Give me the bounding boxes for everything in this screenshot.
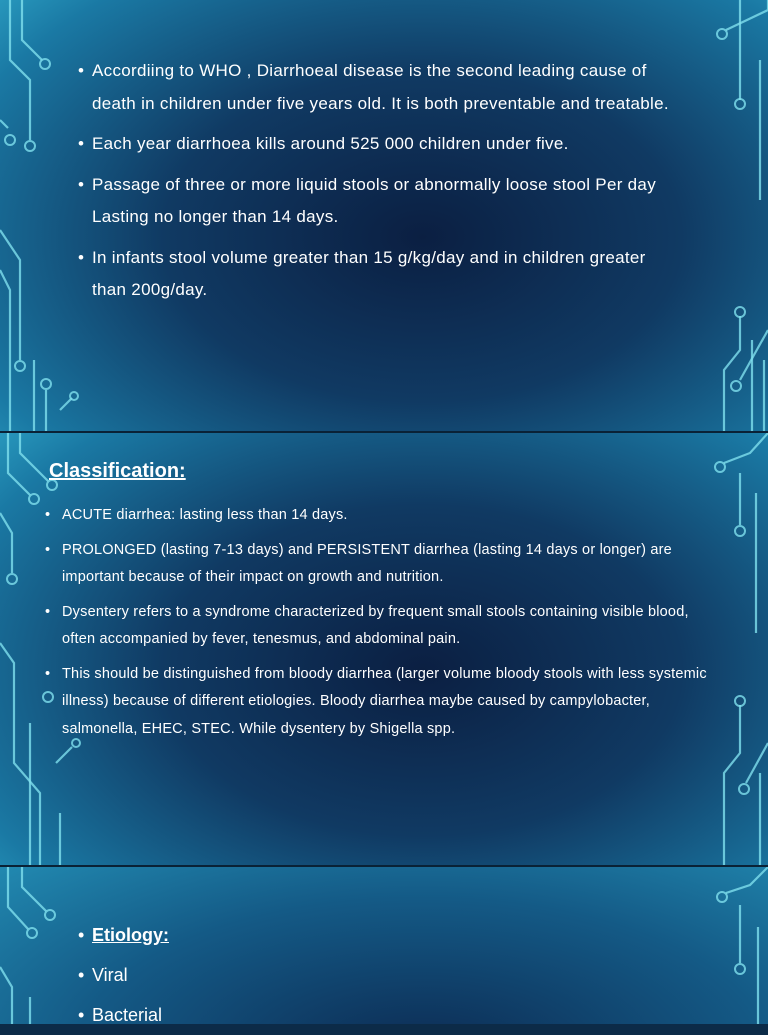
bullet-icon: • xyxy=(78,174,85,194)
bullet-icon: • xyxy=(78,965,85,985)
bullet-icon: • xyxy=(78,1005,85,1025)
bullet-text: Passage of three or more liquid stools or abnormally loose stool Per day Lasting no longer than 14 days. xyxy=(92,174,656,226)
bullet-icon: • xyxy=(45,541,51,558)
prolonged-label: PROLONGED xyxy=(62,541,157,558)
list-item xyxy=(45,599,725,654)
etiology-list xyxy=(78,915,169,1035)
bullet-icon: • xyxy=(45,665,51,682)
list-item xyxy=(45,502,725,530)
list-item xyxy=(78,242,678,307)
bullet-text: In infants stool volume greater than 15 g/kg/day and in children greater than 200g/day. xyxy=(92,247,646,299)
bullet-text: Accordiing to WHO , Diarrhoeal disease is the second leading cause of death in children under five years old. It is both preventable and treatable. xyxy=(92,61,669,113)
list-item xyxy=(78,169,678,234)
list-item xyxy=(78,955,169,995)
list-item xyxy=(45,537,725,592)
bullet-icon: • xyxy=(78,247,85,267)
acute-text: diarrhea: lasting less than 14 days. xyxy=(112,507,348,523)
acute-label: ACUTE xyxy=(62,507,113,523)
persistent-text: diarrhea (lasting 14 days or longer) are important because of their impact on growth and nutrition. xyxy=(62,541,672,585)
bullet-icon: • xyxy=(45,507,51,523)
list-item xyxy=(78,55,678,120)
list-item xyxy=(78,128,678,161)
list-item xyxy=(78,915,169,955)
dysentery-text: Dysentery refers to a syndrome characterized by frequent small stools containing visible blood, often accompanied by fever, tenesmus, and abdominal pain. xyxy=(62,603,689,647)
classification-heading: Classification: xyxy=(49,460,186,482)
etiology-item: Bacterial xyxy=(92,1005,163,1025)
slide-1-bullet-list xyxy=(78,55,678,315)
persistent-label: PERSISTENT xyxy=(317,541,410,558)
list-item xyxy=(78,995,169,1035)
bullet-text: Each year diarrhoea kills around 525 000 children under five. xyxy=(92,134,569,153)
bullet-icon: • xyxy=(78,61,85,80)
bullet-icon: • xyxy=(78,925,85,945)
bloody-diarrhea-text: This should be distinguished from bloody diarrhea (larger volume bloody stools with less systemic illness) because of different etiologies. Bloody diarrhea maybe caused by campylobacter, salmonella, EHEC, STEC. While dysentery by Shigella spp. xyxy=(62,665,707,737)
bullet-icon: • xyxy=(45,603,51,620)
slide-1 xyxy=(0,0,768,431)
prolonged-text: (lasting 7-13 days) and xyxy=(156,541,318,558)
classification-list xyxy=(45,502,725,750)
list-item xyxy=(45,661,725,744)
etiology-heading: Etiology: xyxy=(92,925,169,945)
etiology-item: Viral xyxy=(92,965,128,985)
bullet-icon: • xyxy=(78,134,85,153)
